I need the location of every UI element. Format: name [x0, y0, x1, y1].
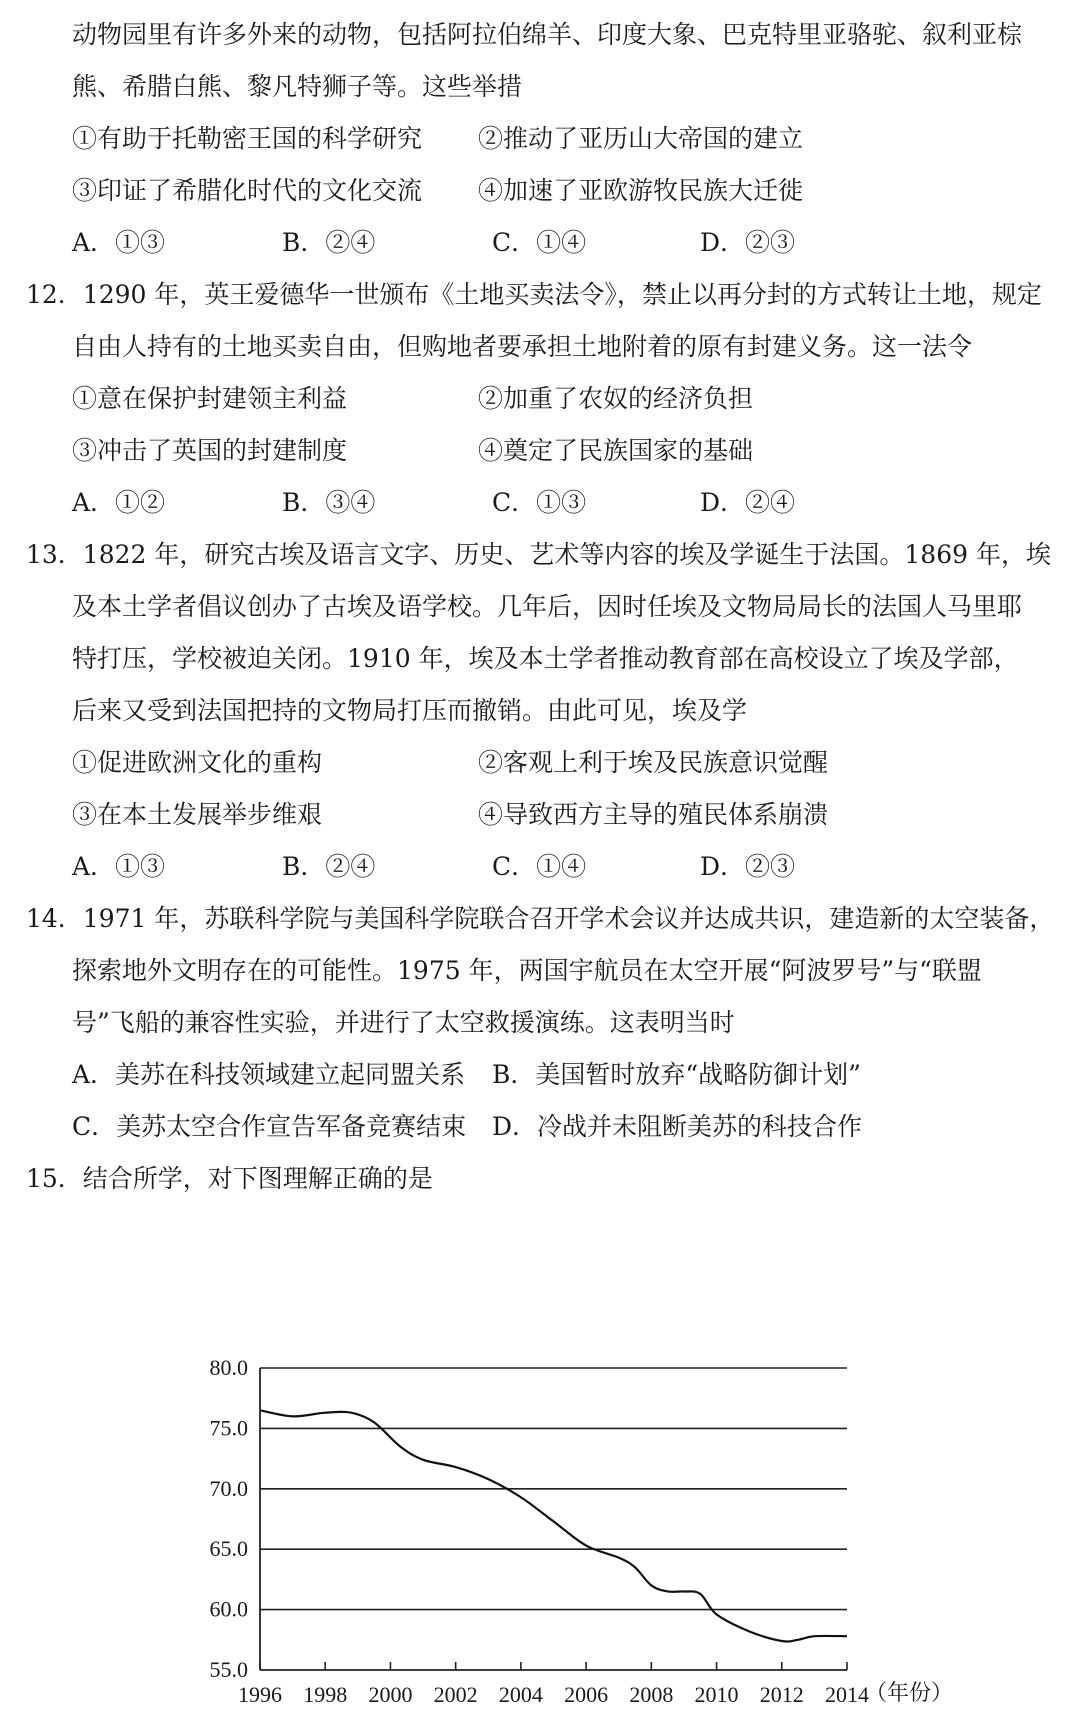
q12-stem-line-1: 12．1290 年，英王爱德华一世颁布《土地买卖法令》，禁止以再分封的方式转让土地，规定 [26, 280, 1042, 309]
x-unit-label: （年份） [865, 1680, 954, 1705]
x-tick-label: 2004 [498, 1682, 543, 1707]
q12-item-4: ④奠定了民族国家的基础 [478, 436, 754, 465]
q14-choice-b[interactable]: B．美国暂时放弃“战略防御计划” [492, 1060, 861, 1089]
q11-stem-line-1: 动物园里有许多外来的动物，包括阿拉伯绵羊、印度大象、巴克特里亚骆驼、叙利亚棕 [72, 20, 1023, 49]
q13-stem-line-2: 及本土学者倡议创办了古埃及语学校。几年后，因时任埃及文物局局长的法国人马里耶 [72, 592, 1023, 621]
q14-stem-line-3: 号”飞船的兼容性实验，并进行了太空救援演练。这表明当时 [72, 1008, 735, 1037]
q14-stem-line-1: 14．1971 年，苏联科学院与美国科学院联合召开学术会议并达成共识，建造新的太空装备， [26, 904, 1055, 933]
q12-stem-line-2: 自由人持有的土地买卖自由，但购地者要承担土地附着的原有封建义务。这一法令 [72, 332, 973, 361]
q13-item-3: ③在本土发展举步维艰 [72, 800, 323, 829]
y-tick-label: 80.0 [209, 1355, 248, 1380]
q11-item-3: ③印证了希腊化时代的文化交流 [72, 176, 423, 205]
q12-choice-d[interactable]: D．②④ [700, 488, 796, 517]
x-tick-label: 2006 [564, 1682, 609, 1707]
q14-stem-line-2: 探索地外文明存在的可能性。1975 年，两国宇航员在太空开展“阿波罗号”与“联盟 [72, 956, 982, 985]
q13-stem-line-1: 13．1822 年，研究古埃及语言文字、历史、艺术等内容的埃及学诞生于法国。1869 年，埃 [26, 540, 1051, 569]
x-tick-label: 2014 [825, 1682, 869, 1707]
q13-choice-d[interactable]: D．②③ [700, 852, 796, 881]
q11-choice-d[interactable]: D．②③ [700, 228, 796, 257]
q11-item-4: ④加速了亚欧游牧民族大迁徙 [478, 176, 804, 205]
q12-item-3: ③冲击了英国的封建制度 [72, 436, 348, 465]
q14-choice-c[interactable]: C．美苏太空合作宣告军备竞赛结束 [72, 1112, 467, 1141]
x-tick-label: 1998 [303, 1682, 348, 1707]
x-tick-label: 2012 [759, 1682, 804, 1707]
q11-stem-line-2: 熊、希腊白熊、黎凡特狮子等。这些举措 [72, 72, 523, 101]
y-tick-label: 70.0 [209, 1475, 248, 1501]
q13-stem-line-3: 特打压，学校被迫关闭。1910 年，埃及本土学者推动教育部在高校设立了埃及学部， [72, 644, 1019, 673]
q14-choice-d[interactable]: D．冷战并未阻断美苏的科技合作 [492, 1112, 863, 1141]
q12-choice-b[interactable]: B．③④ [282, 488, 376, 517]
q13-choice-c[interactable]: C．①④ [492, 852, 587, 881]
q13-item-4: ④导致西方主导的殖民体系崩溃 [478, 800, 829, 829]
q11-choice-c[interactable]: C．①④ [492, 228, 587, 257]
y-tick-label: 60.0 [209, 1596, 248, 1622]
q11-choice-a[interactable]: A．①③ [72, 228, 166, 257]
q13-choice-b[interactable]: B．②④ [282, 852, 376, 881]
y-tick-label: 55.0 [209, 1657, 248, 1682]
q11-item-2: ②推动了亚历山大帝国的建立 [478, 124, 804, 153]
y-tick-label: 75.0 [209, 1415, 248, 1441]
q12-item-1: ①意在保护封建领主利益 [72, 384, 348, 413]
x-tick-label: 2000 [368, 1682, 413, 1707]
y-tick-label: 65.0 [209, 1536, 248, 1562]
x-tick-label: 2010 [694, 1682, 739, 1707]
q13-item-1: ①促进欧洲文化的重构 [72, 748, 323, 777]
q13-choice-a[interactable]: A．①③ [72, 852, 166, 881]
q11-choice-b[interactable]: B．②④ [282, 228, 376, 257]
chart-layer [210, 1355, 954, 1707]
x-tick-label: 2008 [629, 1682, 674, 1707]
q14-choice-a[interactable]: A．美苏在科技领域建立起同盟关系 [72, 1060, 466, 1089]
q11-item-1: ①有助于托勒密王国的科学研究 [72, 124, 423, 153]
q13-stem-line-4: 后来又受到法国把持的文物局打压而撤销。由此可见，埃及学 [72, 696, 748, 725]
q12-choice-c[interactable]: C．①③ [492, 488, 587, 517]
series-line [260, 1410, 847, 1641]
q13-item-2: ②客观上利于埃及民族意识觉醒 [478, 748, 829, 777]
q12-item-2: ②加重了农奴的经济负担 [478, 384, 754, 413]
x-tick-label: 1996 [238, 1682, 282, 1707]
q15-stem: 15．结合所学，对下图理解正确的是 [26, 1164, 433, 1193]
q12-choice-a[interactable]: A．①② [72, 488, 166, 517]
x-tick-label: 2002 [433, 1682, 478, 1707]
